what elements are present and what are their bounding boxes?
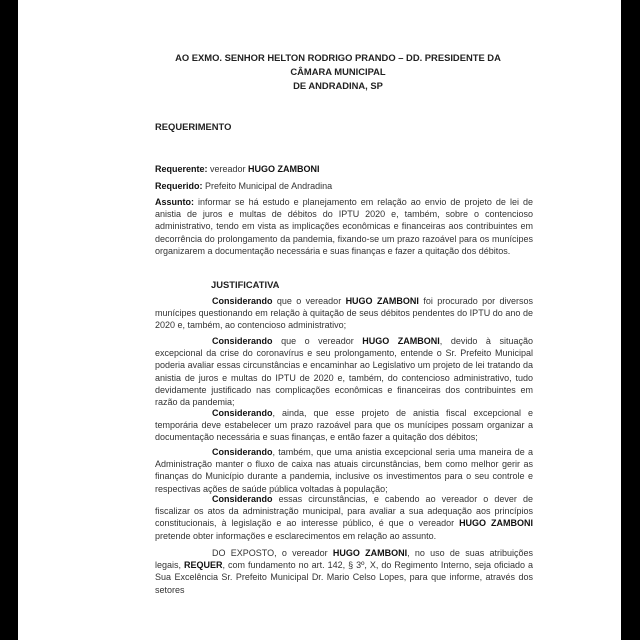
p6-name: HUGO ZAMBONI [332, 548, 408, 558]
p5-lead: Considerando [212, 494, 273, 504]
p6-text-2: , no uso de suas atribuições legais, [155, 548, 533, 571]
requerido-value: Prefeito Municipal de Andradina [202, 181, 333, 191]
requerente-prefix: vereador [207, 164, 249, 174]
document-page [18, 0, 621, 640]
p3-text-1: , ainda, que esse projeto de anistia fiscal excepcional e temporária deve estabelecer um prazo razoável para que os munícipes possam organizar a documentação necessária e suas finanças, e então fazer a quitação dos débitos; [155, 408, 533, 443]
p2-name: HUGO ZAMBONI [362, 336, 440, 346]
paragraph-1 [155, 295, 533, 332]
p2-lead: Considerando [212, 336, 273, 346]
p6-text-3: , com fundamento no art. 142, § 3º, X, do Regimento Interno, seja oficiado a Sua Excelência Sr. Prefeito Municipal Dr. Mario Celso Lopes, para que informe, através dos setores [155, 560, 533, 595]
addressee-line-1: AO EXMO. SENHOR HELTON RODRIGO PRANDO – DD. PRESIDENTE DA CÂMARA MUNICIPAL [175, 52, 501, 77]
requerente-label: Requerente: [155, 164, 208, 174]
p2-text-1: que o vereador [272, 336, 363, 346]
paragraph-5 [155, 493, 533, 542]
paragraph-4 [155, 446, 533, 495]
requerente-field [155, 163, 533, 175]
p3-lead: Considerando [212, 408, 273, 418]
justificativa-title: JUSTIFICATIVA [211, 279, 280, 290]
addressee-heading [162, 51, 514, 93]
addressee-line-2: DE ANDRADINA, SP [293, 80, 383, 91]
assunto-value: informar se há estudo e planejamento em relação ao envio de projeto de lei de anistia de juros e multas de débitos do IPTU 2020 e, também, sobre o contencioso administrativo, tendo em vista as implicações econômicas e financeiras aos contribuintes em decorrência do prolongamento da pandemia, fixando-se um prazo razoável para os munícipes organizarem a documentação necessária e suas finanças e fazer a quitação dos débitos. [155, 197, 533, 256]
p1-lead: Considerando [212, 296, 273, 306]
paragraph-2 [155, 335, 533, 408]
p6-requer: REQUER [184, 560, 223, 571]
paragraph-6 [155, 547, 533, 596]
p1-text-1: que o vereador [272, 296, 346, 306]
assunto-label: Assunto: [155, 197, 194, 207]
p1-text-2: foi procurado por diversos munícipes questionando em relação à quitação de seus débitos pendentes do IPTU do ano de 2020 e, também, ao contencioso administrativo; [155, 296, 533, 331]
p6-text-1: DO EXPOSTO, o vereador [212, 548, 333, 558]
p5-name: HUGO ZAMBONI [459, 518, 534, 529]
p2-text-2: , devido à situação excepcional da crise do coronavírus e seu prolongamento, entende o Sr. Prefeito Municipal poderia avaliar essas circunstâncias e encaminhar ao Legislativo um projeto de lei tratando da anistia de juros e multas do IPTU de 2020 e, também, do contencioso administrativo, tudo devidamente justificado nas complicações econômicas e financeiras dos contribuintes em razão da pandemia; [155, 336, 533, 408]
requerente-name: HUGO ZAMBONI [248, 164, 320, 174]
requerido-field [155, 180, 533, 192]
assunto-field [155, 196, 533, 257]
p5-text-1: essas circunstâncias, e cabendo ao vereador o dever de fiscalizar os atos da administração municipal, para avaliar a sua adequação aos princípios constitucionais, à legislação e ao interesse público, é que o vereador [155, 494, 533, 529]
requerido-label: Requerido: [155, 181, 203, 191]
p1-name: HUGO ZAMBONI [345, 296, 419, 306]
p4-text-1: , também, que uma anistia excepcional seria uma maneira de a Administração manter o fluxo de caixa nas atuais circunstâncias, bem como melhor gerir as finanças do Município durante a pandemia, inclusive os investimentos para o seu controle e respectivas ações de saúde pública voltadas à população; [155, 447, 533, 494]
paragraph-3 [155, 407, 533, 444]
document-title: REQUERIMENTO [155, 121, 232, 132]
p4-lead: Considerando [212, 447, 273, 457]
p5-text-2: pretende obter informações e esclarecimentos em relação ao assunto. [155, 530, 437, 541]
